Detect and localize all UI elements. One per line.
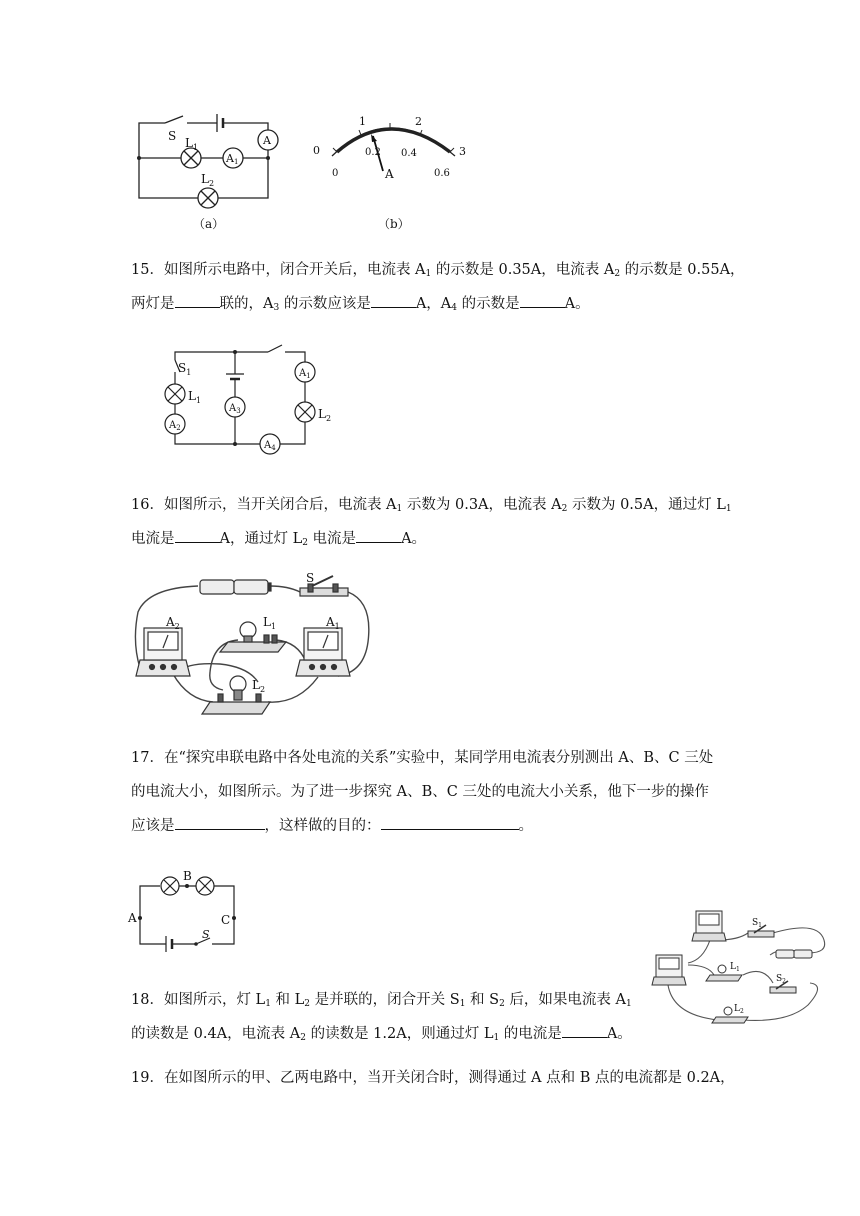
q18-line1 — [131, 983, 632, 1021]
q18-sub: 1 — [459, 999, 466, 1009]
answer-blank[interactable] — [175, 527, 220, 543]
figure-17 — [126, 868, 241, 958]
answer-blank[interactable] — [562, 1022, 607, 1038]
fig14-scale-top-1: 1 — [359, 115, 366, 128]
q15-text: 的示数应该是 — [279, 296, 371, 312]
q16-sub: 2 — [561, 504, 568, 514]
fig14-scale-bottom-2: 0.4 — [401, 148, 417, 159]
q17-line3 — [131, 809, 533, 843]
q16-text: A。 — [401, 531, 427, 547]
fig14-scale-bottom-3: 0.6 — [434, 168, 450, 179]
fig16-a1-label: $A_1$ — [326, 615, 340, 631]
q15-line2 — [131, 287, 590, 325]
fig15-s1-label: $S_1$ — [178, 361, 192, 377]
q18-text: A。 — [606, 1026, 632, 1042]
fig14-ammeter1-label: A1 — [226, 152, 239, 166]
fig17-s-label: S — [202, 928, 210, 941]
q16-sub: 1 — [396, 504, 403, 514]
q15-sub: 4 — [451, 303, 458, 313]
q18-text: 的读数是 1.2A，则通过灯 L — [305, 1026, 494, 1042]
q16-text: A，通过灯 L — [219, 531, 303, 547]
q18-text: 的电流是 — [499, 1026, 562, 1042]
fig18-s2-label: $S_2$ — [776, 974, 786, 985]
q18-number: 18． — [131, 992, 164, 1008]
q19-number: 19． — [131, 1070, 164, 1086]
fig15-l2-label: $L_2$ — [318, 407, 332, 423]
figure-14 — [125, 108, 485, 233]
q15-text: 如图所示电路中，闭合开关后，电流表 A — [163, 262, 426, 278]
fig16-switch-label: S — [306, 572, 315, 585]
fig14-scale-bottom-0: 0 — [332, 168, 339, 179]
q16-text: 电流是 — [131, 531, 175, 547]
fig14-scale-top-2: 2 — [415, 115, 422, 128]
fig17-b-label: B — [183, 869, 192, 883]
q17-text: ，这样做的目的： — [264, 818, 381, 834]
q18-text: 的读数是 0.4A，电流表 A — [131, 1026, 301, 1042]
answer-blank[interactable] — [175, 814, 265, 830]
q15-text: 的示数是 0.35A，电流表 A — [431, 262, 615, 278]
q17-number: 17． — [131, 750, 164, 766]
fig15-a2-label: $A_2$ — [169, 420, 181, 432]
q16-text: 如图所示，当开关闭合后，电流表 A — [163, 497, 397, 513]
q17-text: 。 — [518, 818, 533, 834]
q15-text: 的示数是 0.55A， — [620, 262, 745, 278]
q17-text: 应该是 — [131, 818, 175, 834]
fig14-ammeter-label: A — [263, 134, 271, 147]
q18-sub: 1 — [265, 999, 271, 1009]
q16-sub: 2 — [302, 538, 308, 548]
q15-text: 的示数是 — [457, 296, 520, 312]
q15-text: 两灯是 — [131, 296, 175, 312]
fig14-scale-top-3: 3 — [459, 145, 466, 158]
q15-sub: 3 — [273, 303, 280, 313]
q18-sub: 2 — [304, 999, 311, 1009]
q18-text: 如图所示，灯 L — [163, 992, 266, 1008]
fig14-scale-bottom-1: 0.2 — [365, 147, 381, 158]
fig14-scale-top-0: 0 — [313, 144, 320, 157]
q17-line2 — [131, 775, 709, 809]
figure-15 — [160, 342, 335, 457]
fig18-l2-label: $L_2$ — [734, 1004, 744, 1015]
q18-text: 后，如果电流表 A — [504, 992, 627, 1008]
fig15-a1-label: $A_1$ — [299, 368, 311, 380]
q18-sub: 2 — [300, 1033, 306, 1043]
q18-sub: 1 — [626, 999, 632, 1009]
answer-blank[interactable] — [371, 292, 416, 308]
q15-text: 联的，A — [219, 296, 274, 312]
fig14-l2-label: $L_2$ — [201, 172, 215, 188]
q18-text: 是并联的，闭合开关 S — [310, 992, 460, 1008]
q17-line1 — [131, 741, 713, 775]
q18-sub: 1 — [493, 1033, 500, 1043]
fig14-l1-label: $L_1$ — [185, 136, 199, 152]
fig17-a-label: A — [128, 911, 137, 925]
q18-line2 — [131, 1017, 632, 1055]
figure-18 — [648, 905, 830, 1030]
answer-blank[interactable] — [520, 292, 565, 308]
fig18-s1-label: $S_1$ — [752, 918, 762, 929]
q19-line1 — [131, 1061, 735, 1095]
fig14-caption-a: （a） — [193, 217, 225, 231]
q15-sub: 2 — [614, 269, 621, 279]
fig14-switch-label: S — [168, 129, 177, 143]
q15-text: A。 — [564, 296, 590, 312]
answer-blank[interactable] — [381, 814, 519, 830]
q19-text: 在如图所示的甲、乙两电路中，当开关闭合时，测得通过 A 点和 B 点的电流都是 0.2A， — [163, 1070, 735, 1086]
q18-text: 和 L — [270, 992, 305, 1008]
fig15-a4-label: $A_4$ — [264, 440, 276, 452]
figure-16 — [128, 572, 378, 720]
fig17-c-label: C — [221, 913, 231, 927]
fig16-a2-label: $A_2$ — [166, 615, 180, 631]
q16-text: 示数为 0.5A，通过灯 L — [567, 497, 726, 513]
q15-number: 15． — [131, 262, 164, 278]
fig14-needle-label: A — [385, 167, 394, 181]
answer-blank[interactable] — [356, 527, 401, 543]
q15-sub: 1 — [425, 269, 432, 279]
fig16-l1-label: $L_1$ — [263, 615, 277, 631]
q16-sub: 1 — [725, 504, 732, 514]
fig18-l1-label: $L_1$ — [730, 962, 740, 973]
q17-text: 的电流大小，如图所示。为了进一步探究 A、B、C 三处的电流大小关系，他下一步的操作 — [131, 784, 709, 800]
fig15-a3-label: $A_3$ — [229, 403, 241, 415]
fig16-l2-label: $L_2$ — [252, 678, 266, 694]
q15-line1 — [131, 253, 745, 291]
fig14-caption-b: （b） — [378, 217, 410, 231]
q18-sub: 2 — [499, 999, 505, 1009]
q16-text: 电流是 — [307, 531, 357, 547]
fig15-l1-label: $L_1$ — [188, 389, 202, 405]
q17-text: 在“探究串联电路中各处电流的关系”实验中，某同学用电流表分别测出 A、B、C 三处 — [163, 750, 714, 766]
q18-text: 和 S — [465, 992, 500, 1008]
q16-text: 示数为 0.3A，电流表 A — [402, 497, 562, 513]
q15-text: A，A — [415, 296, 452, 312]
q16-line1 — [131, 488, 732, 526]
q16-number: 16． — [131, 497, 164, 513]
q16-line2 — [131, 522, 426, 560]
answer-blank[interactable] — [175, 292, 220, 308]
